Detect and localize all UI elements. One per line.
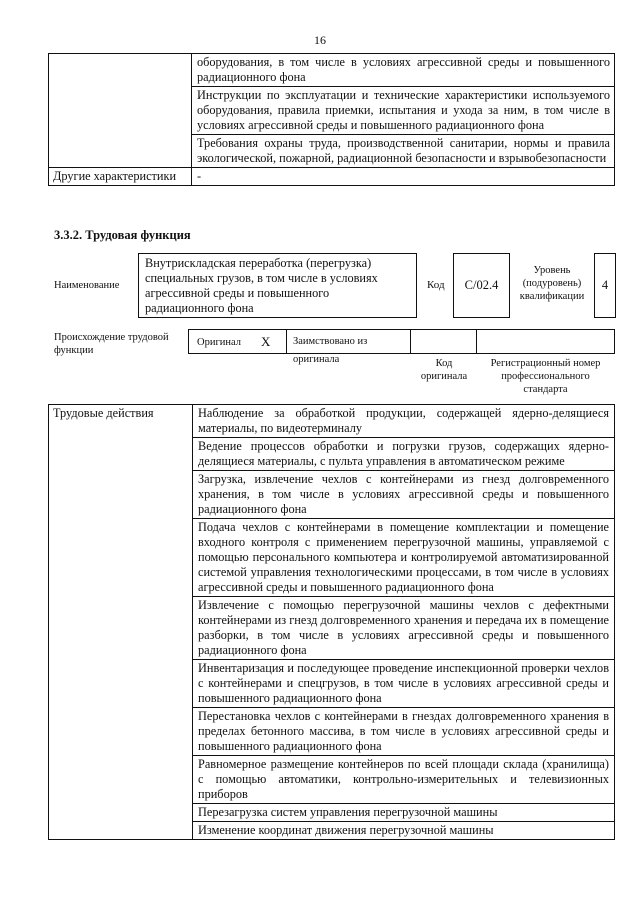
original-cell (188, 329, 287, 354)
original-label: Оригинал (197, 337, 241, 348)
code-original-cell (410, 329, 477, 354)
function-name-value: Внутрискладская переработка (перегрузка) специальных грузов, в том числе в условиях агрессивной среды и повышенного радиационного фона (145, 256, 378, 315)
function-name-box (138, 253, 417, 318)
labor-action-item: Равномерное размещение контейнеров по всей площади склада (хранилища) с помощью автоматики, контрольно-измерительных и телевизионных приборов (193, 756, 615, 804)
labor-action-item: Перестановка чехлов с контейнерами в гнездах долговременного хранения в пределах бетонного массива, в том числе в условиях агрессивной среды и повышенного радиационного фона (193, 708, 615, 756)
labor-action-item: Наблюдение за обработкой продукции, содержащей ядерно-делящиеся материалы, по видеотерминалу (193, 405, 615, 438)
knowledge-item: Требования охраны труда, производственной санитарии, нормы и правила экологической, пожарной, радиационной безопасности и взрывобезопасности (192, 135, 615, 168)
code-label: Код (427, 279, 445, 291)
labor-actions-table (48, 404, 615, 840)
labor-actions-label: Трудовые действия (49, 405, 193, 840)
knowledge-item: Инструкции по эксплуатации и технические характеристики используемого оборудования, правила приемки, испытания и ухода за ним, в том числе в условиях агрессивной среды и повышенного радиационного фона (192, 87, 615, 135)
borrowed-label: Заимствовано из оригинала (293, 336, 368, 365)
code-value: C/02.4 (464, 278, 499, 292)
labor-action-item: Инвентаризация и последующее проведение инспекционной проверки чехлов с контейнерами и спецгрузов, в том числе в условиях агрессивной среды и повышенного радиационного фона (193, 660, 615, 708)
labor-action-item: Перезагрузка систем управления перегрузочной машины (193, 804, 615, 822)
labor-action-item: Изменение координат движения перегрузочной машины (193, 822, 615, 840)
original-mark: X (261, 334, 271, 349)
code-value-box (453, 253, 510, 318)
knowledge-item: оборудования, в том числе в условиях агрессивной среды и повышенного радиационного фона (192, 54, 615, 87)
empty-label-cell (49, 54, 192, 168)
reg-number-cell (476, 329, 615, 354)
knowledge-table-continuation (48, 53, 615, 186)
level-value-box (594, 253, 616, 318)
level-value: 4 (601, 278, 609, 292)
origin-label: Происхождение трудовой функции (54, 332, 169, 356)
section-title: 3.3.2. Трудовая функция (54, 228, 191, 242)
labor-action-item: Извлечение с помощью перегрузочной машины чехлов с дефектными контейнерами из гнезд долговременного хранения и передача их в помещение разборки, в том числе в условиях агрессивной среды и повышенного радиационного фона (193, 597, 615, 660)
name-label: Наименование (54, 280, 120, 291)
labor-action-item: Загрузка, извлечение чехлов с контейнерами из гнезд долговременного хранения, в том числе в условиях агрессивной среды и повышенного радиационного фона (193, 471, 615, 519)
other-characteristics-label: Другие характеристики (49, 168, 192, 186)
labor-action-item: Ведение процессов обработки и погрузки грузов, содержащих ядерно-делящиеся материалы, с пульта управления в автоматическом режиме (193, 438, 615, 471)
code-original-label: Код оригинала (420, 358, 468, 382)
level-label: Уровень (подуровень) квалификации (519, 265, 585, 302)
labor-action-item: Подача чехлов с контейнерами в помещение комплектации и помещение входного контроля с применением перегрузочной машины, управляемой с помощью персонального компьютера и контролируемой автоматизированной системой управления технологическими процессами, в том числе в условиях агрессивной среды и повышенного радиационного фона (193, 519, 615, 597)
borrowed-cell (286, 329, 411, 365)
other-characteristics-value: - (192, 168, 615, 186)
reg-number-label: Регистрационный номер профессионального стандарта (490, 358, 601, 395)
page-number: 16 (314, 33, 326, 47)
